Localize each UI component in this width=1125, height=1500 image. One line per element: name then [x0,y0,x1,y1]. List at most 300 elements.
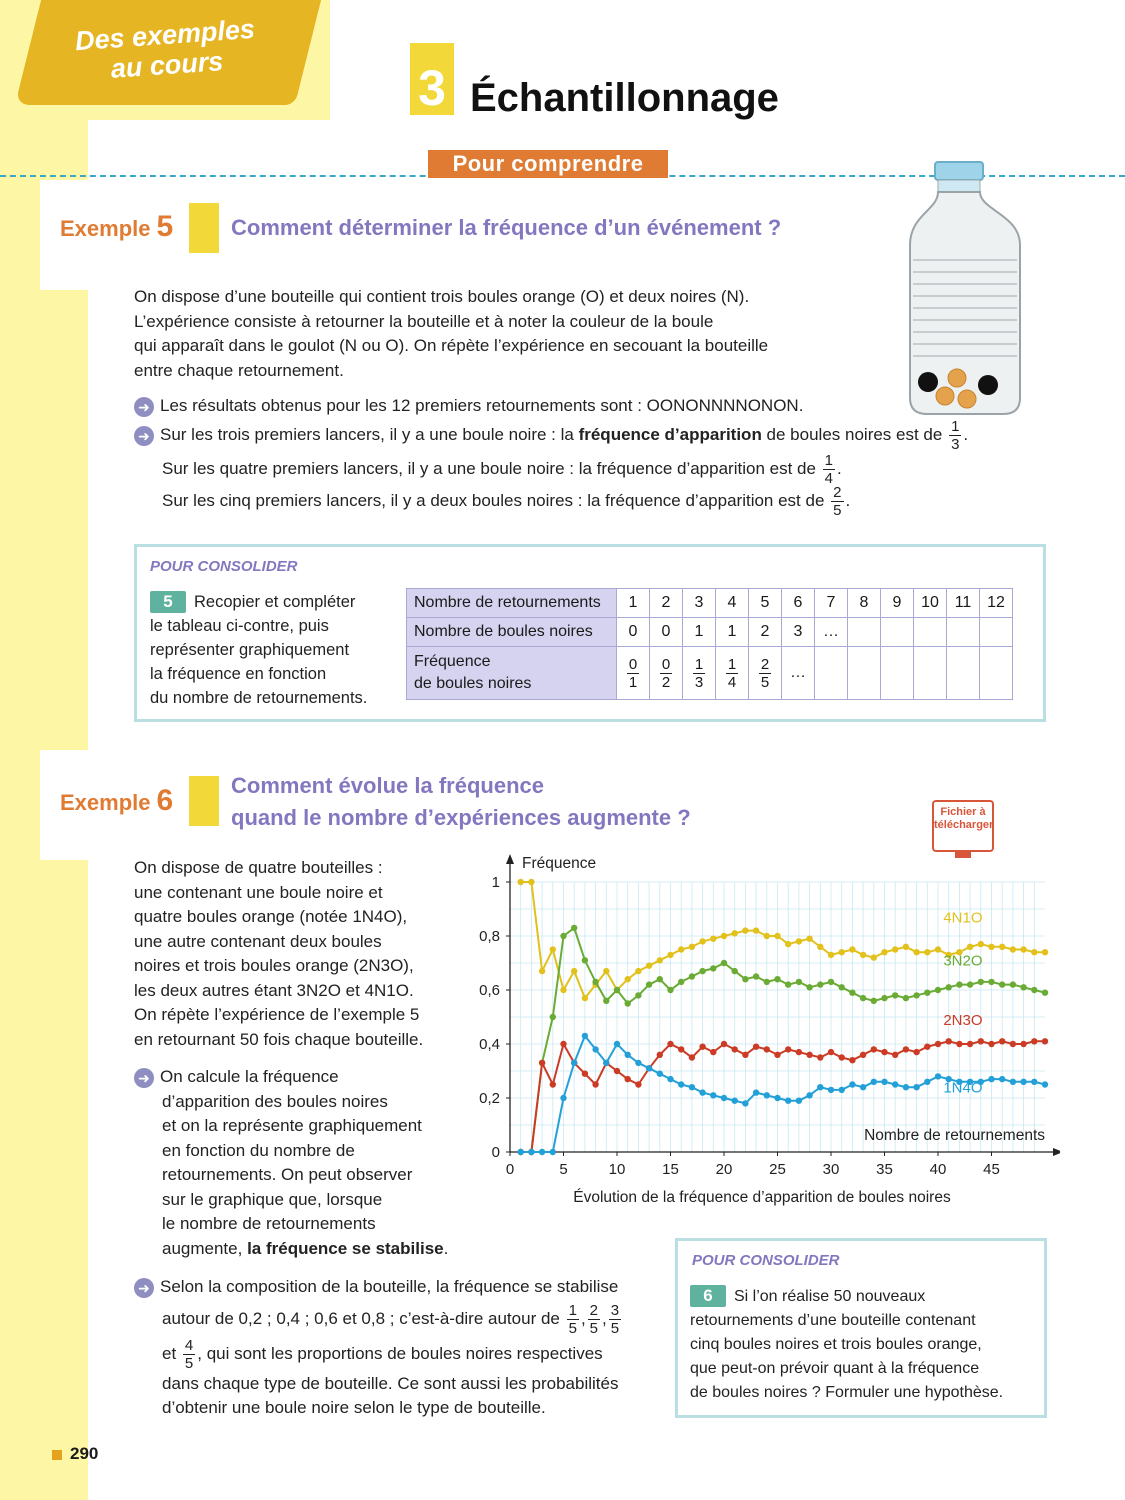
section-number: 3 [418,60,446,116]
consolider5-title: POUR CONSOLIDER [150,558,298,575]
intro-line: entre chaque retournement. [134,360,344,380]
data-point [881,1049,887,1055]
consolider-line: Si l’on réalise 50 nouveaux [734,1288,926,1305]
consolider-line: Recopier et compléter [194,593,356,611]
y-axis-label: Fréquence [522,855,597,872]
table-cell: $\frac{1}{4}$ [716,647,749,700]
data-point [828,1087,834,1093]
x-tick-label: 5 [559,1161,568,1178]
table-cell: 3 [782,618,815,647]
data-point [539,1060,545,1066]
data-point [1020,984,1026,990]
data-point [774,1095,780,1101]
data-point [871,998,877,1004]
intro-line: une autre contenant deux boules [134,931,382,951]
x-tick-label: 45 [983,1161,1000,1178]
data-point [732,1098,738,1104]
data-point [774,1052,780,1058]
data-point [657,1071,663,1077]
consolider6-title: POUR CONSOLIDER [692,1252,840,1269]
table-cell: 12 [980,589,1013,618]
series-label: 2N3O [943,1012,983,1030]
table-cell: 6 [782,589,815,618]
example5-intro [134,285,894,383]
bottle-illustration [905,160,1025,420]
x-tick-label: 15 [662,1161,679,1178]
black-ball-icon [918,372,938,392]
data-point [1042,1038,1048,1044]
table-header-cell: Nombre de retournements [407,589,617,618]
data-point [849,1057,855,1063]
data-point [582,1071,588,1077]
data-point [1042,990,1048,996]
table-row [407,618,1013,647]
data-point [721,1041,727,1047]
x-tick-label: 10 [608,1161,626,1178]
data-point [849,990,855,996]
data-point [881,1079,887,1085]
data-point [924,990,930,996]
data-point [881,949,887,955]
data-point [753,973,759,979]
table-cell [947,647,980,700]
arrow-icon: ➜ [134,397,154,417]
data-point [849,946,855,952]
data-point [999,981,1005,987]
data-point [764,979,770,985]
table-cell: … [782,647,815,700]
x-axis-arrow-icon [1053,1148,1060,1156]
data-point [817,981,823,987]
data-point [1010,1079,1016,1085]
data-point [667,987,673,993]
data-point [614,987,620,993]
data-point [614,1068,620,1074]
data-point [1042,1081,1048,1087]
bullet-line: dans chaque type de bouteille. Ce sont aussi les probabilités [162,1373,619,1393]
data-point [657,1052,663,1058]
y-tick-label: 1 [491,874,500,891]
data-point [625,1076,631,1082]
example6-bullet1 [134,1065,464,1261]
x-tick-label: 25 [769,1161,786,1178]
data-point [603,998,609,1004]
data-point [603,1060,609,1066]
data-point [828,1049,834,1055]
data-point [1010,946,1016,952]
example6-title-line2: quand le nombre d’expériences augmente ? [231,805,691,830]
bullet1-text: Les résultats obtenus pour les 12 premiers retournements sont : OONONNNNONON. [160,396,804,415]
data-point [967,944,973,950]
example6-label-text: Exemple [60,790,151,815]
table-cell [881,647,914,700]
ribbon-line1: Des exemples [74,13,256,57]
data-point [871,1046,877,1052]
y-tick-label: 0,4 [479,1036,500,1053]
data-point [689,1054,695,1060]
data-point [796,1049,802,1055]
intro-line: On répète l’expérience de l’exemple 5 [134,1005,420,1024]
intro-line: noires et trois boules orange (2N3O), [134,956,414,975]
y-tick-label: 0,2 [479,1090,500,1107]
data-point [849,1081,855,1087]
x-tick-label: 40 [929,1161,947,1178]
data-point [518,1149,524,1155]
y-tick-label: 0,6 [479,982,500,999]
data-point [764,933,770,939]
data-point [699,968,705,974]
x-tick-label: 20 [715,1161,733,1178]
data-point [689,1084,695,1090]
table-cell [980,618,1013,647]
example5-bar [189,203,219,253]
line3-text: Sur les quatre premiers lancers, il y a une boule noire : la fréquence d’apparition est de [162,458,816,478]
data-point [721,960,727,966]
data-point [774,933,780,939]
data-point [742,1052,748,1058]
example6-title-line1: Comment évolue la fréquence [231,773,544,798]
bullet-line: d’obtenir une boule noire selon le type de bouteille. [162,1398,546,1417]
bullet-line: sur le graphique que, lorsque [162,1189,383,1209]
table-cell: 1 [617,589,650,618]
example6-bullet2: ➜ Selon la composition de la bouteille, la fréquence se stabilise autour de 0,2 ; 0,4 ; 0,6 et 0,8 ; c’est-à-dire autour de $\frac{1}{5}$ , $\frac{2}{5}$ , $\frac{3}{5}$ et $\frac{4}{5}$ , qui sont les proportions de boules noires respectives dans chaque type de bouteille. Ce sont aussi les probabilités d’obtenir une boule noire selon le type de bouteille. [134,1275,674,1421]
data-point [667,1041,673,1047]
data-point [753,927,759,933]
consolider-line: la fréquence en fonction [150,665,327,683]
page-number-marker [52,1450,62,1460]
download-file-button[interactable] [932,800,994,852]
example6-label [60,784,173,818]
example5-label-text: Exemple [60,216,151,241]
data-point [988,979,994,985]
data-point [828,952,834,958]
table-cell [947,618,980,647]
data-point [860,995,866,1001]
data-point [560,987,566,993]
intro-line: une contenant une boule noire et [134,882,383,902]
data-point [710,1092,716,1098]
data-point [592,979,598,985]
data-point [550,946,556,952]
example5-line4: Sur les cinq premiers lancers, il y a deux boules noires : la fréquence d’apparition est de $\frac{2}{5}$ . [162,484,851,519]
data-point [603,968,609,974]
data-point [903,1046,909,1052]
intro-line: quatre boules orange (notée 1N4O), [134,907,408,926]
data-point [978,1038,984,1044]
data-point [1031,1038,1037,1044]
table-cell [914,618,947,647]
bullet-line: Selon la composition de la bouteille, la fréquence se stabilise [160,1277,619,1296]
bullet-line: d’apparition des boules noires [162,1091,388,1111]
data-point [935,1041,941,1047]
consolider-line: le tableau ci-contre, puis [150,617,329,635]
data-point [913,1049,919,1055]
example6-intro [134,856,464,1052]
table-row [407,647,1013,700]
table-cell [848,618,881,647]
data-point [956,1041,962,1047]
data-point [1010,1041,1016,1047]
data-point [935,946,941,952]
data-point [892,1081,898,1087]
data-point [988,944,994,950]
data-point [806,936,812,942]
data-point [625,1000,631,1006]
data-point [635,968,641,974]
data-point [550,1081,556,1087]
intro-line: en retournant 50 fois chaque bouteille. [134,1029,424,1049]
bullet-text: . [443,1238,449,1258]
data-point [1020,946,1026,952]
data-point [881,995,887,1001]
data-point [571,925,577,931]
data-point [678,946,684,952]
data-point [625,1052,631,1058]
example5-bullet1 [134,394,1014,419]
data-point [721,933,727,939]
table-cell [980,647,1013,700]
data-point [560,1041,566,1047]
table-cell: 0 [650,618,683,647]
data-point [699,938,705,944]
table-header-cell [407,647,617,700]
x-axis-label: Nombre de retournements [864,1127,1045,1144]
bullet-text: , qui sont les proportions de boules noires respectives [197,1343,603,1363]
example5-line3: Sur les quatre premiers lancers, il y a une boule noire : la fréquence d’apparition est de $\frac{1}{4}$ . [162,452,842,487]
download-label-line1: Fichier à [940,806,986,818]
bullet-bold: la fréquence se stabilise [247,1238,444,1258]
data-point [785,941,791,947]
data-point [892,946,898,952]
bullet-line: en fonction du nombre de [162,1140,355,1160]
data-point [1010,981,1016,987]
exercise-number-badge: 6 [690,1285,726,1307]
data-point [967,1041,973,1047]
example5-number: 5 [156,210,174,243]
consolider-line: cinq boules noires et trois boules orange, [690,1336,982,1353]
consolider-line: du nombre de retournements. [150,689,368,707]
data-point [796,1098,802,1104]
chart-title: Évolution de la fréquence d’apparition de boules noires [573,1189,951,1206]
data-point [571,968,577,974]
data-point [785,1046,791,1052]
table-cell: 4 [716,589,749,618]
intro-line: L’expérience consiste à retourner la bouteille et à noter la couleur de la boule [134,311,714,331]
table-cell: 5 [749,589,782,618]
data-point [946,984,952,990]
data-point [1031,987,1037,993]
data-point [999,1038,1005,1044]
data-point [678,1081,684,1087]
table-cell: 10 [914,589,947,618]
data-point [839,1087,845,1093]
data-point [892,992,898,998]
frequency-table [406,588,1013,700]
data-point [764,1046,770,1052]
table-cell: 1 [683,618,716,647]
bullet-line: retournements. On peut observer [162,1165,413,1184]
consolider5-text [150,590,400,710]
intro-line: les deux autres étant 3N2O et 4N1O. [134,980,414,1000]
example6-bar [189,776,219,826]
y-axis-arrow-icon [506,854,514,864]
data-point [646,1065,652,1071]
data-point [796,938,802,944]
line4-text: Sur les cinq premiers lancers, il y a deux boules noires : la fréquence d’apparition est de [162,490,825,510]
data-point [774,976,780,982]
header-line: de boules noires [414,675,532,692]
data-point [625,976,631,982]
x-tick-label: 35 [876,1161,893,1178]
data-point [956,981,962,987]
data-point [903,1084,909,1090]
table-cell [815,647,848,700]
series-label: 3N2O [943,952,983,970]
data-point [646,981,652,987]
data-point [571,1060,577,1066]
table-cell: 0 [617,618,650,647]
data-point [699,1044,705,1050]
data-point [913,1084,919,1090]
data-point [924,1044,930,1050]
ribbon-line2: au cours [109,46,225,84]
y-tick-label: 0,8 [479,928,500,945]
bullet2-bold: fréquence d’apparition [578,424,762,444]
data-point [592,1046,598,1052]
pour-comprendre-label: Pour comprendre [428,150,668,178]
table-cell: 1 [716,618,749,647]
intro-line: qui apparaît dans le goulot (N ou O). On répète l’expérience en secouant la bouteille [134,336,769,355]
page-number: 290 [70,1444,99,1463]
data-point [753,1089,759,1095]
data-point [528,1149,534,1155]
data-point [710,965,716,971]
table-cell: 11 [947,589,980,618]
data-point [1031,949,1037,955]
table-cell: 2 [749,618,782,647]
data-point [753,1044,759,1050]
data-point [1020,1079,1026,1085]
example5-bullet2: ➜ Sur les trois premiers lancers, il y a une boule noire : la fréquence d’apparition de boules noires est de $\frac{1}{3}$ . [134,418,1074,453]
data-point [817,944,823,950]
data-point [657,957,663,963]
table-cell: $\frac{1}{3}$ [683,647,716,700]
data-point [796,979,802,985]
data-point [1031,1079,1037,1085]
data-point [860,1084,866,1090]
data-point [539,1149,545,1155]
data-point [913,992,919,998]
table-cell [848,647,881,700]
data-point [999,944,1005,950]
consolider-line: représenter graphiquement [150,641,350,659]
data-point [614,1041,620,1047]
table-cell: $\frac{0}{2}$ [650,647,683,700]
data-point [635,1060,641,1066]
data-point [839,1054,845,1060]
data-point [689,944,695,950]
table-header-cell: Nombre de boules noires [407,618,617,647]
data-point [785,1098,791,1104]
data-point [924,1079,930,1085]
data-point [988,1076,994,1082]
data-point [710,936,716,942]
example6-number: 6 [156,784,174,817]
data-point [860,1052,866,1058]
fraction: $\frac{1}{4}$ [824,452,834,487]
data-point [667,1076,673,1082]
bullet-line: et on la représente graphiquement [162,1116,422,1135]
bullet-text: augmente, [162,1238,248,1258]
consolider-line: retournements d’une bouteille contenant [690,1312,976,1329]
table-cell: 8 [848,589,881,618]
data-point [1020,1041,1026,1047]
data-point [689,973,695,979]
data-point [988,1041,994,1047]
bullet-line: autour de 0,2 ; 0,4 ; 0,6 et 0,8 ; c’est-à-dire autour de [162,1308,560,1328]
bullet2-text-end: de boules noires est de [761,424,943,444]
data-point [806,984,812,990]
x-tick-label: 0 [505,1161,515,1178]
data-point [860,952,866,958]
table-cell: $\frac{2}{5}$ [749,647,782,700]
exercise-number-badge: 5 [150,591,186,613]
intro-line: On dispose d’une bouteille qui contient trois boules orange (O) et deux noires (N). [134,287,750,306]
data-point [539,968,545,974]
series-line-4N1O [521,882,1045,998]
data-point [839,949,845,955]
data-point [528,879,534,885]
series-label: 4N1O [943,909,983,927]
data-point [828,979,834,985]
table-cell: 7 [815,589,848,618]
y-tick-label: 0 [491,1144,500,1161]
data-point [560,1095,566,1101]
data-point [742,1100,748,1106]
black-ball-icon [978,375,998,395]
data-point [764,1092,770,1098]
header-line: Fréquence [414,653,491,670]
bullet-line: On calcule la fréquence [160,1067,339,1086]
data-point [817,1054,823,1060]
data-point [518,879,524,885]
bullet-text: et [162,1343,177,1363]
arrow-icon: ➜ [134,1068,154,1088]
fraction: $\frac{1}{3}$ [951,418,960,453]
data-point [903,995,909,1001]
bullet2-text: Sur les trois premiers lancers, il y a une boule noire : la [160,424,579,444]
data-point [732,1046,738,1052]
data-point [732,930,738,936]
intro-line: On dispose de quatre bouteilles : [134,858,383,877]
data-point [946,1038,952,1044]
table-cell: 3 [683,589,716,618]
data-point [732,968,738,974]
example5-title: Comment déterminer la fréquence d’un événement ? [231,215,782,240]
data-point [839,984,845,990]
data-point [582,957,588,963]
arrow-icon: ➜ [134,426,154,446]
table-cell: 2 [650,589,683,618]
data-point [978,979,984,985]
x-tick-label: 30 [822,1161,840,1178]
data-point [913,949,919,955]
data-point [742,927,748,933]
data-point [871,954,877,960]
data-point [646,963,652,969]
data-point [721,1095,727,1101]
data-point [582,1033,588,1039]
